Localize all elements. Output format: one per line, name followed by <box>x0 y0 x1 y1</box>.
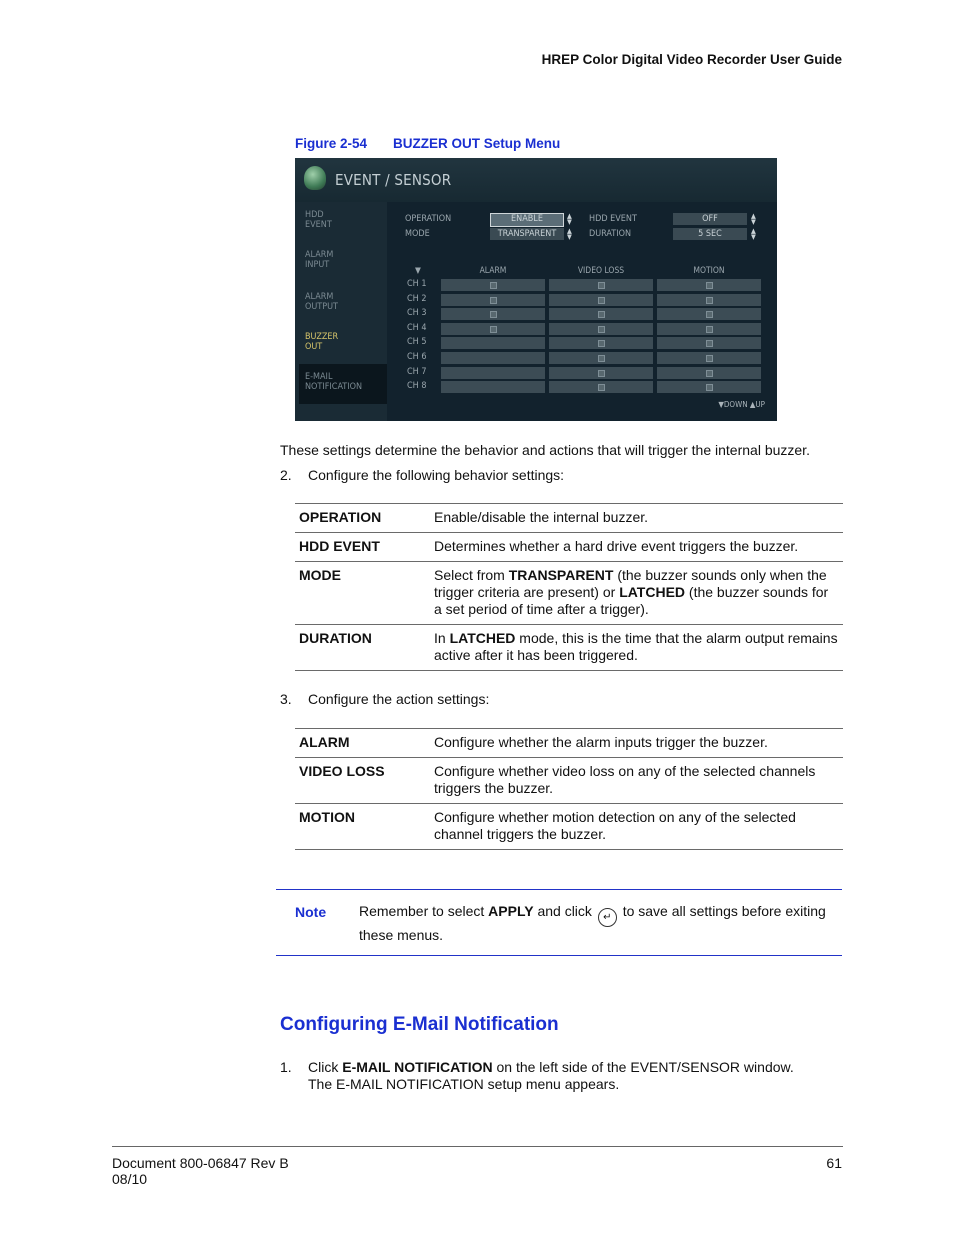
operation-label: OPERATION <box>405 214 452 224</box>
channel-checkbox[interactable] <box>490 326 497 333</box>
setting-desc: In LATCHED mode, this is the time that the alarm output remains active after it has been triggered. <box>430 625 843 671</box>
sidebar-item-alarm-output[interactable]: ALARM OUTPUT <box>305 292 338 312</box>
channel-cell <box>549 337 653 349</box>
channel-cell <box>549 367 653 379</box>
document-id: Document 800-06847 Rev B 08/10 <box>112 1155 289 1187</box>
channel-cell <box>441 279 545 291</box>
hdd-event-label: HDD EVENT <box>589 214 637 224</box>
hdd-event-select[interactable]: OFF <box>673 213 747 225</box>
sidebar-item-hdd-event[interactable]: HDD EVENT <box>305 210 332 230</box>
setting-desc: Determines whether a hard drive event triggers the buzzer. <box>430 533 843 562</box>
channel-cell <box>549 308 653 320</box>
setting-desc: Select from TRANSPARENT (the buzzer sounds only when the trigger criteria are present) or LATCHED (the buzzer sounds for a set period of time after a trigger). <box>430 562 843 625</box>
operation-spinner-icon[interactable]: ▲ ▼ <box>567 212 572 226</box>
setting-desc: Enable/disable the internal buzzer. <box>430 504 843 533</box>
channel-cell <box>657 381 761 393</box>
figure-caption <box>295 136 560 151</box>
setting-desc: Configure whether the alarm inputs trigger the buzzer. <box>430 729 843 758</box>
channel-label: CH 1 <box>407 279 427 289</box>
page-number: 61 <box>826 1155 842 1171</box>
note-top-rule <box>276 889 842 890</box>
setting-key: DURATION <box>295 625 430 671</box>
sidebar-item-alarm-input[interactable]: ALARM INPUT <box>305 250 334 270</box>
channel-cell <box>549 323 653 335</box>
enter-icon: ↵ <box>598 908 617 927</box>
table-row <box>295 504 843 533</box>
note-bottom-rule <box>276 955 842 956</box>
channel-checkbox[interactable] <box>598 311 605 318</box>
intro-paragraph: These settings determine the behavior and actions that will trigger the internal buzzer. <box>280 442 810 458</box>
channel-cell <box>549 381 653 393</box>
channel-label: CH 2 <box>407 293 427 304</box>
footer-rule <box>112 1146 843 1147</box>
setting-key: MODE <box>295 562 430 625</box>
step-2: 2. Configure the following behavior settings: <box>280 467 565 483</box>
setting-desc: Configure whether motion detection on any of the selected channel triggers the buzzer. <box>430 804 843 850</box>
channel-label: CH 4 <box>407 322 427 333</box>
section-step-1: 1. Click E-MAIL NOTIFICATION on the left side of the EVENT/SENSOR window. The E-MAIL NOTIFICATION setup menu appears. <box>280 1059 794 1092</box>
note-label: Note <box>295 904 327 920</box>
action-settings-table <box>295 728 843 850</box>
table-row <box>295 804 843 850</box>
setting-desc: Configure whether video loss on any of the selected channels triggers the buzzer. <box>430 758 843 804</box>
channel-cell <box>441 294 545 306</box>
figure-title: BUZZER OUT Setup Menu <box>393 136 561 151</box>
channel-cell <box>657 367 761 379</box>
logo-icon <box>304 166 326 190</box>
channel-checkbox[interactable] <box>706 384 713 391</box>
channel-cell <box>549 279 653 291</box>
column-motion: MOTION <box>693 266 725 276</box>
column-video-loss: VIDEO LOSS <box>577 266 625 276</box>
table-row <box>295 758 843 804</box>
mode-label: MODE <box>405 229 430 239</box>
channel-checkbox[interactable] <box>706 326 713 333</box>
operation-select[interactable]: ENABLE <box>490 213 564 227</box>
channel-checkbox[interactable] <box>598 282 605 289</box>
table-row <box>295 562 843 625</box>
channel-cell <box>441 381 545 393</box>
mode-select[interactable]: TRANSPARENT <box>490 228 564 240</box>
channel-cell <box>657 279 761 291</box>
table-row <box>295 625 843 671</box>
mode-spinner-icon[interactable]: ▲ ▼ <box>567 227 572 241</box>
table-row <box>295 729 843 758</box>
channel-cell <box>549 352 653 364</box>
channel-cell <box>657 294 761 306</box>
channel-checkbox[interactable] <box>706 340 713 347</box>
duration-select[interactable]: 5 SEC <box>673 228 747 240</box>
channel-label: CH 7 <box>407 366 427 377</box>
channel-checkbox[interactable] <box>706 355 713 362</box>
channel-label: CH 3 <box>407 308 427 319</box>
channel-cell <box>441 323 545 335</box>
duration-spinner-icon[interactable]: ▲ ▼ <box>751 227 756 241</box>
channel-checkbox[interactable] <box>706 297 713 304</box>
window-titlebar <box>295 158 777 202</box>
channel-cell <box>441 337 545 349</box>
channel-column-icon: ▼ <box>415 266 421 276</box>
channel-label: CH 8 <box>407 381 427 392</box>
channel-checkbox[interactable] <box>598 326 605 333</box>
channel-label: CH 5 <box>407 337 427 348</box>
page-nav-hint: ▼DOWN ▲UP <box>718 400 765 409</box>
channel-checkbox[interactable] <box>490 297 497 304</box>
channel-cell <box>441 352 545 364</box>
dvr-screenshot <box>295 158 777 421</box>
section-heading: Configuring E-Mail Notification <box>280 1014 559 1035</box>
setting-key: HDD EVENT <box>295 533 430 562</box>
sidebar <box>295 202 387 421</box>
channel-cell <box>657 352 761 364</box>
channel-checkbox[interactable] <box>490 311 497 318</box>
setting-key: MOTION <box>295 804 430 850</box>
table-row <box>295 533 843 562</box>
channel-cell <box>657 308 761 320</box>
sidebar-item-email-notification[interactable]: E-MAIL NOTIFICATION <box>305 372 363 392</box>
setting-key: VIDEO LOSS <box>295 758 430 804</box>
channel-checkbox[interactable] <box>598 297 605 304</box>
figure-number: Figure 2-54 <box>295 136 368 151</box>
hdd-event-spinner-icon[interactable]: ▲ ▼ <box>751 212 756 226</box>
duration-label: DURATION <box>589 229 632 239</box>
channel-checkbox[interactable] <box>598 355 605 362</box>
step-3: 3. Configure the action settings: <box>280 691 490 707</box>
channel-cell <box>441 308 545 320</box>
setting-key: OPERATION <box>295 504 430 533</box>
running-header: HREP Color Digital Video Recorder User Guide <box>541 52 842 67</box>
column-alarm: ALARM <box>479 266 507 276</box>
channel-cell <box>657 337 761 349</box>
channel-cell <box>657 323 761 335</box>
channel-checkbox[interactable] <box>598 340 605 347</box>
channel-checkbox[interactable] <box>706 311 713 318</box>
channel-checkbox[interactable] <box>598 384 605 391</box>
channel-checkbox[interactable] <box>706 370 713 377</box>
sidebar-item-buzzer-out[interactable]: BUZZER OUT <box>305 332 339 352</box>
channel-cell <box>441 367 545 379</box>
channel-cell <box>549 294 653 306</box>
channel-checkbox[interactable] <box>706 282 713 289</box>
channel-checkbox[interactable] <box>490 282 497 289</box>
behavior-settings-table <box>295 503 843 671</box>
window-title: EVENT / SENSOR <box>335 171 452 189</box>
setting-key: ALARM <box>295 729 430 758</box>
note-text: Remember to select APPLY and click ↵ to save all settings before exiting these menus. <box>359 903 826 943</box>
channel-checkbox[interactable] <box>598 370 605 377</box>
channel-label: CH 6 <box>407 352 427 362</box>
